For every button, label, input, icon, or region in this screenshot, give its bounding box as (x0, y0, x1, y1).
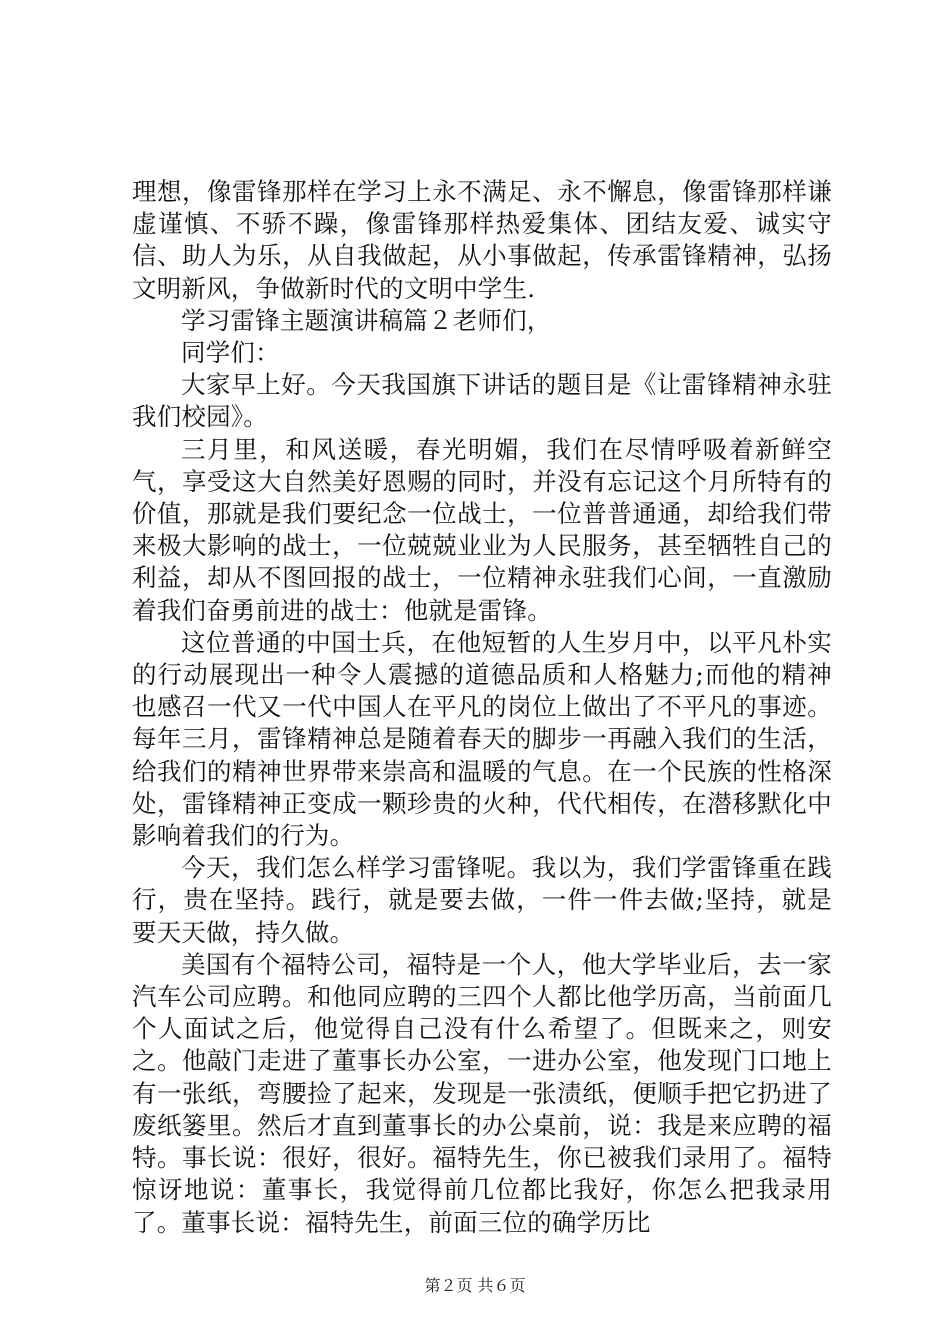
page-footer: 第２页 共６页 (424, 1276, 526, 1295)
paragraph-salutation: 同学们： (181, 338, 280, 368)
paragraph-greeting: 大家早上好。今天我国旗下讲话的题目是《让雷锋精神永驻我们校园》。 (132, 370, 832, 432)
paragraph-heading: 学习雷锋主题演讲稿篇２老师们， (181, 305, 552, 335)
document-body (132, 176, 832, 1239)
paragraph-soldier: 这位普通的中国士兵，在他短暂的人生岁月中，以平凡朴实的行动展现出一种令人震撼的道德品质和人格魅力;而他的精神也感召一代又一代中国人在平凡的岗位上做出了不平凡的事迹。每年三月，雷锋精神总是随着春天的脚步一再融入我们的生活，给我们的精神世界带来崇高和温暖的气息。在一个民族的性格深处，雷锋精神正变成一颗珍贵的火种，代代相传，在潜移默化中影响着我们的行为。 (132, 627, 832, 851)
paragraph-continuation: 理想，像雷锋那样在学习上永不满足、永不懈息，像雷锋那样谦虚谨慎、不骄不躁，像雷锋那样热爱集体、团结友爱、诚实守信、助人为乐，从自我做起，从小事做起，传承雷锋精神，弘扬文明新风，争做新时代的文明中学生. (132, 177, 832, 303)
paragraph-ford-story: 美国有个福特公司，福特是一个人，他大学毕业后，去一家汽车公司应聘。和他同应聘的三四个人都比他学历高，当前面几个人面试之后，他觉得自己没有什么希望了。但既来之，则安之。他敲门走进了董事长办公室，一进办公室，他发现门口地上有一张纸，弯腰捡了起来，发现是一张渍纸，便顺手把它扔进了废纸篓里。然后才直到董事长的办公桌前，说：我是来应聘的福特。事长说：很好，很好。福特先生，你已被我们录用了。福特惊讶地说：董事长，我觉得前几位都比我好，你怎么把我录用了。董事长说：福特先生，前面三位的确学历比 (132, 949, 832, 1237)
paragraph-march: 三月里，和风送暖，春光明媚，我们在尽情呼吸着新鲜空气，享受这大自然美好恩赐的同时，并没有忘记这个月所特有的价值，那就是我们要纪念一位战士，一位普普通通，却给我们带来极大影响的战士，一位兢兢业业为人民服务，甚至牺牲自己的利益，却从不图回报的战士，一位精神永驻我们心间，一直激励着我们奋勇前进的战士：他就是雷锋。 (132, 434, 832, 625)
paragraph-practice: 今天，我们怎么样学习雷锋呢。我以为，我们学雷锋重在践行，贵在坚持。践行，就是要去做，一件一件去做;坚持，就是要天天做，持久做。 (132, 853, 832, 947)
